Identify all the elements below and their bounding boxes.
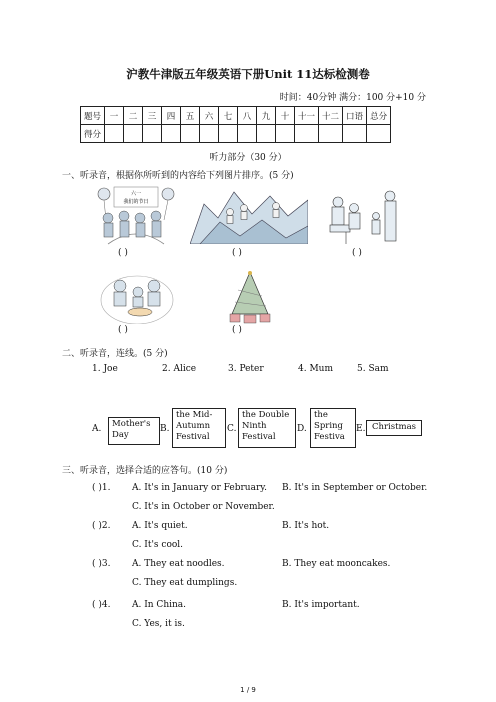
festival-letter-c: C. [227, 424, 237, 434]
score-input-cell[interactable] [162, 125, 181, 143]
score-cell: 口语 [343, 107, 367, 125]
person-alice[interactable]: 2. Alice [162, 364, 197, 374]
score-cell: 二 [124, 107, 143, 125]
score-input-cell[interactable] [343, 125, 367, 143]
listening-heading: 听力部分（30 分） [209, 153, 287, 163]
question-2-option-b[interactable]: B. It's hot. [282, 521, 330, 531]
question-1-option-c[interactable]: C. It's in October or November. [132, 502, 275, 512]
exam-meta: 时间：40分钟 满分：100 分+10 分 [279, 93, 426, 103]
question-3-number[interactable]: ( )3. [92, 559, 111, 569]
score-cell: 七 [219, 107, 238, 125]
festival-letter-d: D. [297, 424, 307, 434]
festival-christmas[interactable]: Christmas [366, 420, 422, 436]
festival-spring[interactable]: the Spring Festiva [310, 408, 356, 448]
score-input-cell[interactable] [124, 125, 143, 143]
question-1-option-a[interactable]: A. It's in January or February. [132, 483, 267, 493]
score-table [80, 106, 391, 143]
banner-line-1: 六一 [130, 191, 142, 197]
family-visit-illustration [324, 190, 400, 246]
score-cell: 十一 [295, 107, 319, 125]
festival-letter-a: A. [92, 424, 102, 434]
question-3-option-c[interactable]: C. They eat dumplings. [132, 578, 238, 588]
answer-blank[interactable]: ( ) [118, 248, 128, 258]
score-input-cell[interactable] [295, 125, 319, 143]
score-table-header-row [81, 107, 391, 125]
score-input-cell[interactable] [143, 125, 162, 143]
score-row-label: 得分 [81, 125, 105, 143]
score-input-cell[interactable] [319, 125, 343, 143]
score-cell: 总分 [367, 107, 391, 125]
section-2-heading: 二、听录音，连线。(5 分) [62, 349, 168, 359]
score-cell: 三 [143, 107, 162, 125]
question-1-number[interactable]: ( )1. [92, 483, 111, 493]
score-input-cell[interactable] [219, 125, 238, 143]
question-2-number[interactable]: ( )2. [92, 521, 111, 531]
section-1-heading: 一、听录音，根据你所听到的内容给下列图片排序。(5 分) [62, 171, 294, 181]
score-input-cell[interactable] [181, 125, 200, 143]
person-joe[interactable]: 1. Joe [92, 364, 118, 374]
person-sam[interactable]: 5. Sam [357, 364, 389, 374]
score-cell: 十 [276, 107, 295, 125]
score-cell: 一 [105, 107, 124, 125]
festival-mid-autumn[interactable]: the Mid-Autumn Festival [172, 408, 226, 448]
banner-line-2: 我们的节日 [123, 199, 149, 205]
score-cell: 九 [257, 107, 276, 125]
score-input-cell[interactable] [105, 125, 124, 143]
question-4-option-c[interactable]: C. Yes, it is. [132, 619, 185, 629]
christmas-tree-illustration [226, 270, 274, 324]
family-cake-illustration [100, 270, 174, 324]
festival-mothers-day[interactable]: Mother's Day [108, 417, 160, 445]
question-4-option-a[interactable]: A. In China. [132, 600, 187, 610]
score-input-cell[interactable] [238, 125, 257, 143]
score-cell: 十二 [319, 107, 343, 125]
answer-blank[interactable]: ( ) [232, 325, 242, 335]
person-mum[interactable]: 4. Mum [298, 364, 333, 374]
question-2-option-a[interactable]: A. It's quiet. [132, 521, 188, 531]
section-3-heading: 三、听录音，选择合适的应答句。(10 分) [62, 466, 228, 476]
children-day-illustration [94, 184, 178, 246]
score-cell: 八 [238, 107, 257, 125]
score-input-cell[interactable] [276, 125, 295, 143]
score-input-cell[interactable] [257, 125, 276, 143]
mountain-climbing-illustration [190, 186, 308, 244]
score-cell: 题号 [81, 107, 105, 125]
festival-letter-e: E. [356, 424, 366, 434]
page-number: 1 / 9 [240, 686, 256, 694]
festival-double-ninth[interactable]: the Double Ninth Festival [238, 408, 296, 448]
answer-blank[interactable]: ( ) [118, 325, 128, 335]
question-4-number[interactable]: ( )4. [92, 600, 111, 610]
answer-blank[interactable]: ( ) [232, 248, 242, 258]
score-table-score-row [81, 125, 391, 143]
page-title: 沪教牛津版五年级英语下册Unit 11达标检测卷 [126, 67, 370, 81]
question-2-option-c[interactable]: C. It's cool. [132, 540, 184, 550]
person-peter[interactable]: 3. Peter [228, 364, 264, 374]
score-cell: 四 [162, 107, 181, 125]
question-1-option-b[interactable]: B. It's in September or October. [282, 483, 428, 493]
festival-letter-b: B. [160, 424, 170, 434]
answer-blank[interactable]: ( ) [352, 248, 362, 258]
score-cell: 五 [181, 107, 200, 125]
score-cell: 六 [200, 107, 219, 125]
question-3-option-a[interactable]: A. They eat noodles. [132, 559, 225, 569]
question-3-option-b[interactable]: B. They eat mooncakes. [282, 559, 391, 569]
score-input-cell[interactable] [200, 125, 219, 143]
score-input-cell[interactable] [367, 125, 391, 143]
question-4-option-b[interactable]: B. It's important. [282, 600, 360, 610]
